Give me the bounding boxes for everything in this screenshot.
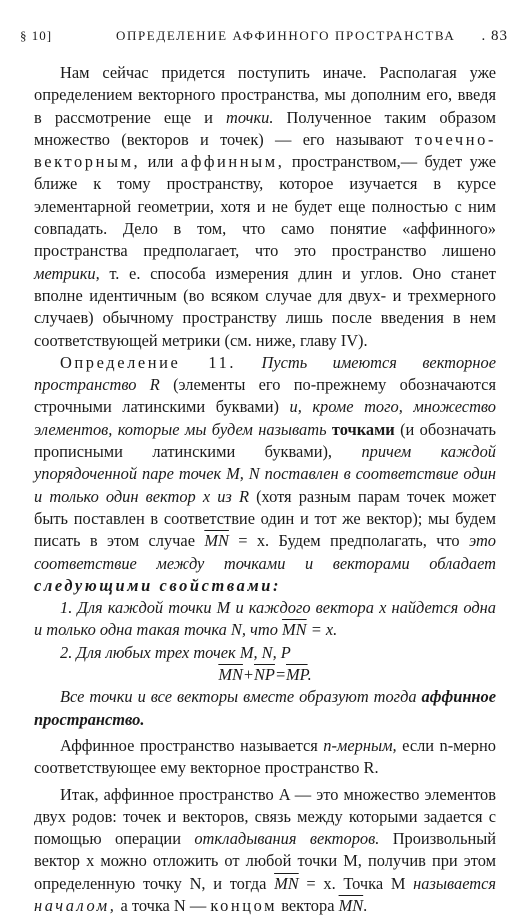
text: Произвольный вектор x можно отложить от любой точки M, получив при этом определенную точку N, и тогда — [34, 829, 496, 893]
vector-mn: $\overline{MN}$ — [282, 620, 307, 639]
text: Итак, аффинное пространство A — это множество элементов двух родов: точек и векторов, связь между которыми задается с помощью операции — [34, 785, 496, 849]
text: (хотя разным парам точек может быть поставлен в соответствие один и тот же вектор); мы будем писать в этом случае — [34, 487, 496, 551]
vector-mn: $\overline{MN}$ — [218, 665, 243, 684]
page-body — [34, 62, 496, 917]
italic-text: n-мерным, — [323, 736, 396, 755]
text: а точка N — — [116, 896, 210, 915]
text: = x. Точка M — [299, 874, 413, 893]
text: . — [363, 896, 367, 915]
spaced-term: точечно-векторным, — [34, 130, 496, 171]
text: вектора — [277, 896, 338, 915]
italic-text: Все точки и все векторы вместе образуют тогда — [60, 687, 422, 706]
italic-text: 1. Для каждой точки M и каждого вектора x найдется одна и только одна такая точка N, что — [34, 598, 496, 639]
definition-label: Определение 11. — [60, 353, 236, 372]
axiom-1 — [34, 597, 496, 642]
text: (и обозначать прописными латинскими буквами), — [34, 420, 496, 461]
section-number: § 10] — [20, 28, 52, 44]
period: . — [308, 665, 312, 684]
vector-mn: $\overline{MN}$ — [204, 531, 229, 550]
spaced-term: следующими свойствами: — [34, 576, 281, 595]
text: пространством,— будет уже ближе к тому пространству, которое изучается в курсе элементарной геометрии, хотя и не будет еще полностью с ним совпадать. Дело в том, что само понятие «аффинного» пространства предполагает, что это пространство лишено — [34, 152, 496, 260]
vector-np: $\overline{NP}$ — [254, 665, 275, 684]
spaced-term: аффинным, — [181, 152, 285, 171]
vector-mn: $\overline{MN}$ — [339, 896, 364, 915]
italic-text: Пусть имеются векторное пространство R — [34, 353, 496, 394]
text: (элементы его по-прежнему обозначаются строчными латинскими буквами) — [34, 375, 496, 416]
plus-sign: + — [243, 665, 254, 684]
bold-term: точками — [332, 420, 395, 439]
spaced-term: концом — [210, 896, 277, 915]
italic-text: точки. — [226, 108, 273, 127]
text: т. е. способа измерения длин и углов. Оно станет вполне идентичным (во всяком случае для двух- и трехмерного случаев) обычному пространству лишь после введения в нем соответствующей метрики (см. ниже, главу IV). — [34, 264, 496, 350]
text: или — [140, 152, 181, 171]
text: Полученное таким образом множество (векторов и точек) — его называют — [34, 108, 496, 149]
italic-text: откладывания векторов. — [194, 829, 379, 848]
paragraph-summary — [34, 784, 496, 917]
text: если n-мерно соответствующее ему векторное пространство R. — [34, 736, 496, 777]
bold-term: аффинное пространство. — [34, 687, 496, 728]
axiom-2 — [34, 642, 496, 664]
vector-mp: $\overline{MP}$ — [286, 665, 308, 684]
italic-text: причем каждой упорядоченной паре точек M, N поставлен в соответствие один и только один вектор x из R — [34, 442, 496, 506]
definition-11 — [34, 352, 496, 597]
running-title: ОПРЕДЕЛЕНИЕ АФФИННОГО ПРОСТРАНСТВА — [116, 28, 455, 44]
italic-text: и, кроме того, множество элементов, которые мы будем называть — [34, 397, 496, 438]
italic-text: это соответствие между точками и векторами обладает — [34, 531, 496, 572]
text: Нам сейчас придется поступить иначе. Располагая уже определением векторного пространства, мы дополним его, введя в рассмотрение еще и — [34, 63, 496, 127]
paragraph-intro — [34, 62, 496, 352]
italic-text: = x. — [307, 620, 338, 639]
formula-triangle-rule — [34, 664, 496, 686]
italic-text: метрики, — [34, 264, 100, 283]
spaced-term: началом, — [34, 896, 116, 915]
paragraph-dimension — [34, 735, 496, 780]
running-header — [20, 28, 508, 50]
italic-text: 2. Для любых трех точек M, N, P — [60, 643, 291, 662]
equals-sign: = — [275, 665, 286, 684]
page-number: . 83 — [482, 28, 509, 45]
italic-text: называется — [413, 874, 496, 893]
vector-mn: $\overline{MN}$ — [274, 874, 299, 893]
text: Аффинное пространство называется — [60, 736, 323, 755]
paragraph-conclusion — [34, 686, 496, 731]
text: = x. Будем предполагать, что — [229, 531, 469, 550]
